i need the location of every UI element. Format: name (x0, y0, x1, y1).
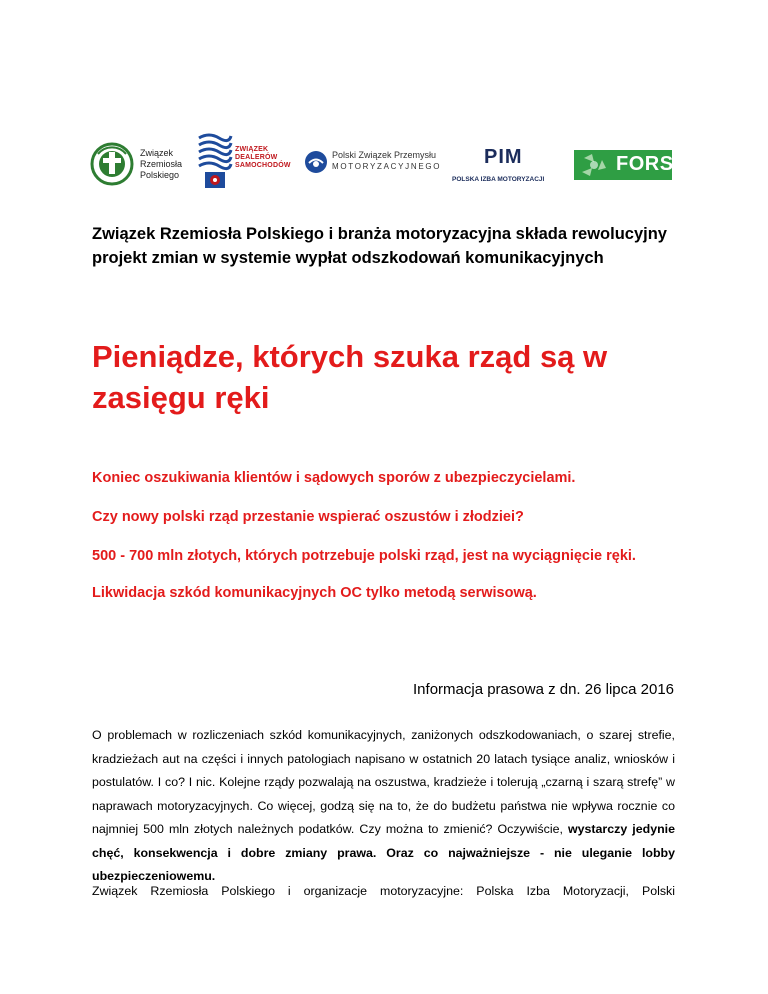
body-paragraph-bold: wystarczy jedynie chęć, konsekwencja i dobre zmiany prawa. Oraz co najważniejsze - nie uleganie lobby ubezpieczeniowemu. (92, 822, 675, 883)
key-point: Likwidacja szkód komunikacyjnych OC tylko metodą serwisową. (92, 585, 537, 601)
body-paragraph: Związek Rzemiosła Polskiego i organizacje motoryzacyjne: Polska Izba Motoryzacji, Polski (92, 884, 675, 898)
subheading: Związek Rzemiosła Polskiego i branża motoryzacyjna składa rewolucyjny projekt zmian w systemie wypłat odszkodowań komunikacyjnych (92, 225, 667, 267)
press-release-date: Informacja prasowa z dn. 26 lipca 2016 (413, 681, 674, 698)
zds-logo-text: ZWIĄZEK DEALERÓW SAMOCHODÓW (235, 146, 291, 169)
zrp-logo (90, 142, 200, 186)
logos-row (86, 130, 686, 190)
zds-waves-icon (197, 130, 233, 190)
key-point: 500 - 700 mln złotych, których potrzebuje polski rząd, jest na wyciągnięcie ręki. (92, 548, 636, 564)
key-points (92, 468, 682, 620)
pim-logo-mark: PIM (484, 146, 523, 168)
pim-logo (452, 146, 562, 186)
body-paragraph-text: O problemach w rozliczeniach szkód komunikacyjnych, zaniżonych odszkodowaniach, o szarej strefie, kradzieżach aut na części i innych patologiach napisano w ostatnich 20 latach tysiące analiz, wniosków i postulatów. I co? I nic. Kolejne rządy pozwalają na oszustwa, kradzieże i tolerują „czarną i szarą strefę” w naprawach motoryzacyjnych. Co więcej, godzą się na to, że do budżetu państwa nie wpływa rocznie co najmniej 500 mln złotych należnych podatków. Czy można to zmienić? Oczywiście, (92, 728, 675, 836)
key-point: Czy nowy polski rząd przestanie wspierać oszustów i złodziei? (92, 509, 524, 525)
zds-logo (197, 130, 291, 190)
pzpm-logo (304, 150, 444, 180)
zrp-emblem-icon (90, 142, 136, 186)
fors-logo-text: FORS (616, 153, 674, 175)
pzpm-logo-sub: MOTORYZACYJNEGO (332, 162, 442, 171)
key-point: Koniec oszukiwania klientów i sądowych sporów z ubezpieczycielami. (92, 470, 576, 486)
zrp-logo-text: Związek Rzemiosła Polskiego (140, 148, 183, 180)
fors-logo (574, 150, 672, 180)
pzpm-logo-name: Polski Związek Przemysłu (332, 150, 437, 160)
pim-logo-name: POLSKA IZBA MOTORYZACJI (452, 176, 545, 183)
fors-recycle-icon (576, 150, 612, 180)
page-title: Pieniądze, których szuka rząd są w zasięgu ręki (92, 339, 608, 415)
pzpm-emblem-icon (304, 150, 328, 174)
body-paragraph (92, 724, 675, 889)
